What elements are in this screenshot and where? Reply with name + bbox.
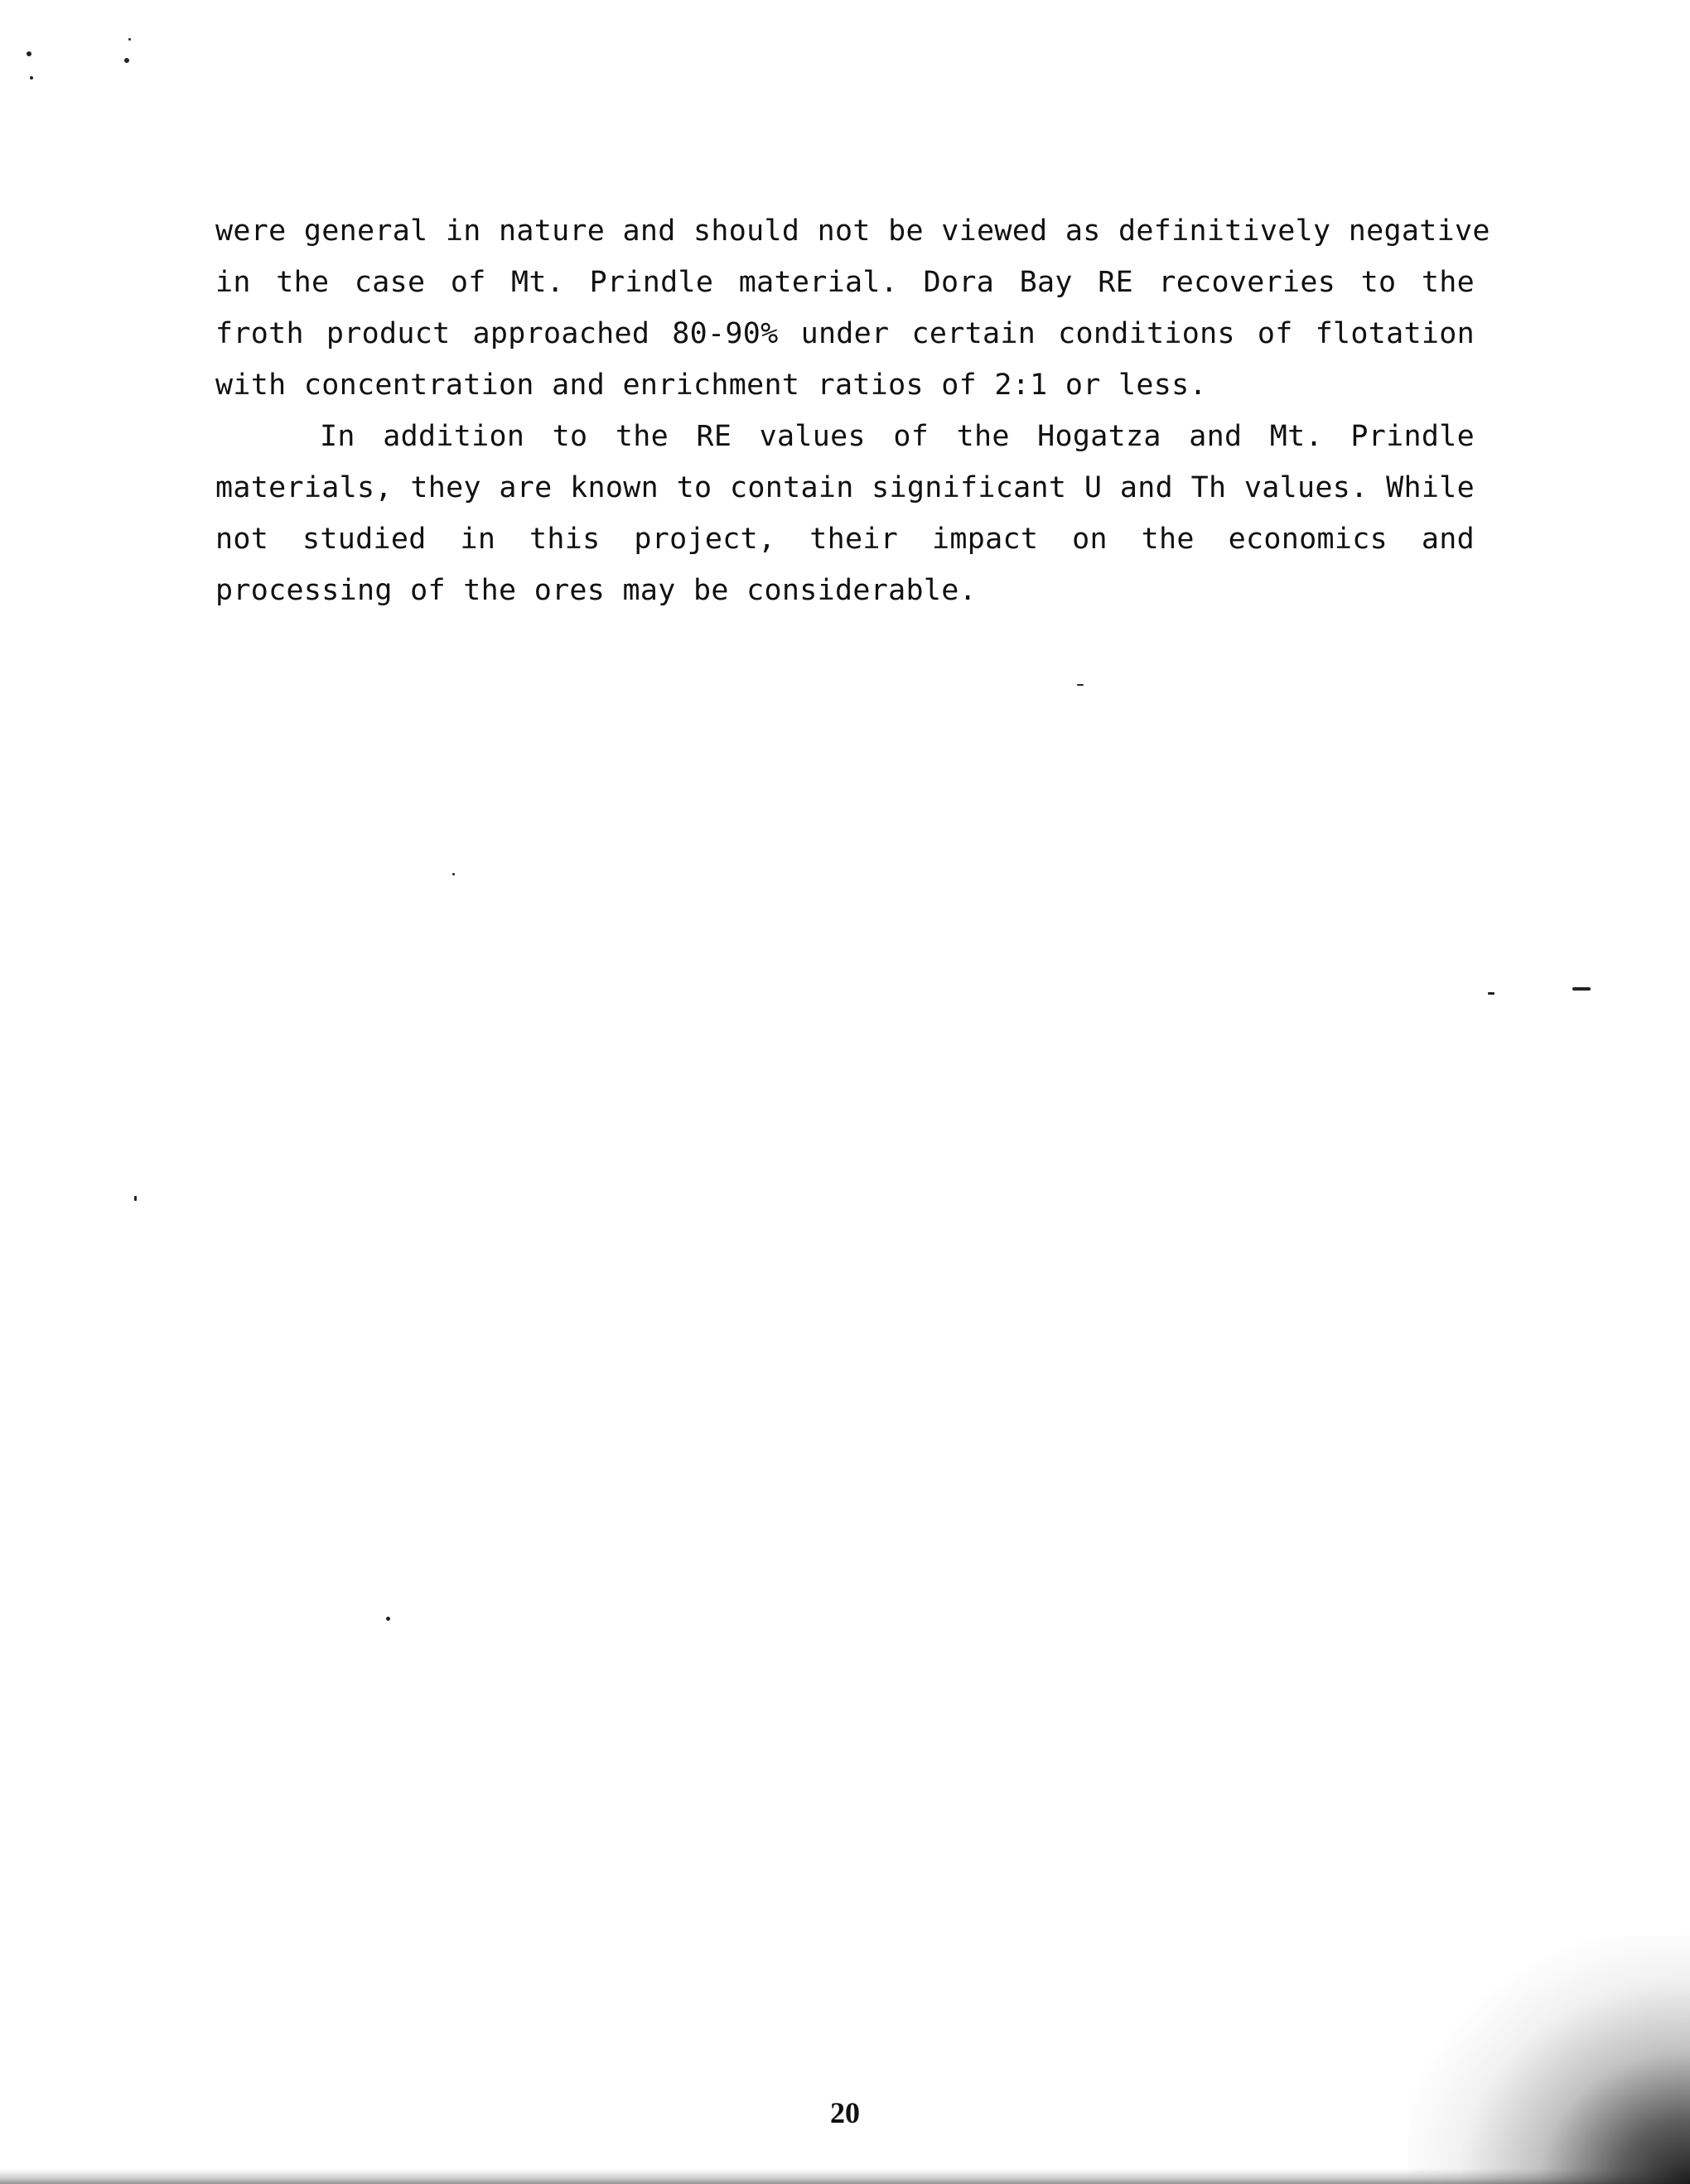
scan-speck [386, 1617, 390, 1621]
scan-speck [1488, 992, 1494, 995]
scan-speck [128, 38, 131, 41]
scan-speck [1077, 684, 1084, 686]
paragraph-line: in the case of Mt. Prindle material. Dora Bay RE recoveries to the [215, 266, 1475, 299]
scan-speck [27, 51, 31, 56]
scan-speck [134, 1196, 137, 1201]
scan-shadow-corner [1408, 1936, 1690, 2184]
paragraph-line: not studied in this project, their impact on the economics and [215, 523, 1475, 556]
paragraph-line: froth product approached 80-90% under certain conditions of flotation [215, 317, 1475, 350]
paragraph-line: were general in nature and should not be viewed as definitively negative [215, 215, 1490, 248]
paragraph-line: with concentration and enrichment ratios of 2:1 or less. [215, 369, 1207, 402]
body-text [215, 205, 1490, 616]
page-number: 20 [830, 2096, 860, 2129]
paragraph-line: In addition to the RE values of the Hogatza and Mt. Prindle [320, 420, 1475, 453]
scan-speck [452, 873, 455, 875]
scan-speck [124, 58, 129, 63]
scan-speck [30, 76, 33, 80]
paragraph-line: processing of the ores may be considerable. [215, 574, 977, 607]
paragraph-line: materials, they are known to contain significant U and Th values. While [215, 471, 1475, 504]
scan-speck [1572, 987, 1591, 991]
